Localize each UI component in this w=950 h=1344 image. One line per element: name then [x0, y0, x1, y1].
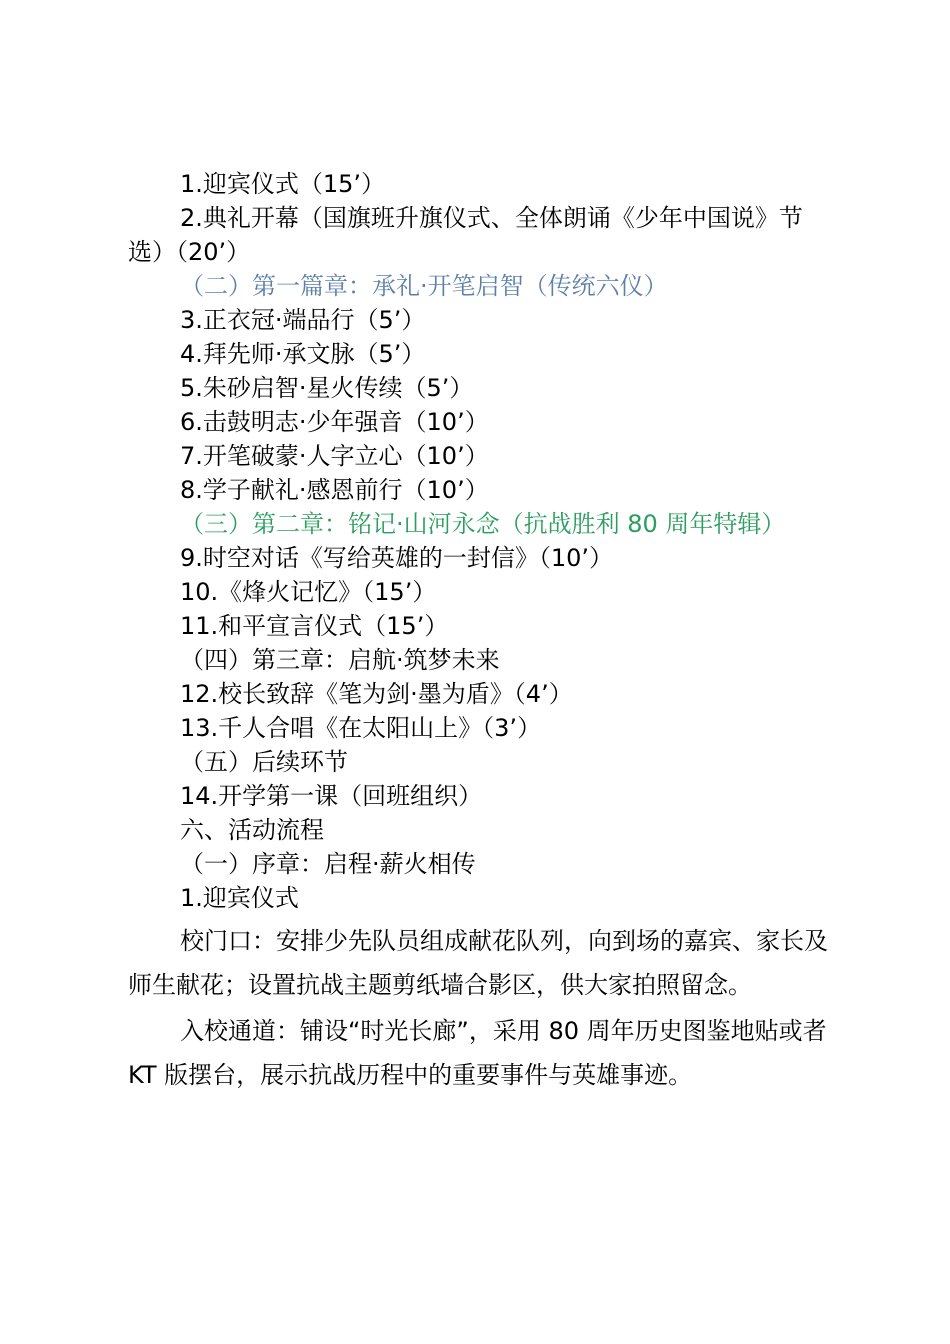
agenda-item-7: 7.开笔破蒙·人字立心（10’） [180, 442, 489, 470]
agenda-item-1: 1.迎宾仪式（15’） [180, 170, 386, 198]
agenda-item-14: 14.开学第一课（回班组织） [180, 782, 483, 810]
agenda-item-3: 3.正衣冠·端品行（5’） [180, 306, 426, 334]
agenda-item-4: 4.拜先师·承文脉（5’） [180, 340, 426, 368]
follow-up-heading: （五）后续环节 [180, 748, 348, 776]
school-gate-paragraph: 校门口：安排少先队员组成献花队列，向到场的嘉宾、家长及师生献花；设置抗战主题剪纸墙合影区，供大家拍照留念。 [128, 927, 828, 999]
document-body [128, 167, 838, 1097]
agenda-item-11: 11.和平宣言仪式（15’） [180, 612, 449, 640]
chapter-two-heading: （三）第二章：铭记·山河永念（抗战胜利 80 周年特辑） [180, 510, 786, 538]
agenda-item-8: 8.学子献礼·感恩前行（10’） [180, 476, 489, 504]
agenda-item-13: 13.千人合唱《在太阳山上》（3’） [180, 714, 542, 742]
agenda-item-12: 12.校长致辞《笔为剑·墨为盾》（4’） [180, 680, 573, 708]
prologue-heading: （一）序章：启程·薪火相传 [180, 850, 476, 878]
chapter-three-heading: （四）第三章：启航·筑梦未来 [180, 646, 500, 674]
section-six-heading: 六、活动流程 [180, 816, 324, 844]
entrance-corridor-paragraph: 入校通道：铺设“时光长廊”，采用 80 周年历史图鉴地贴或者 KT 版摆台，展示抗战历程中的重要事件与英雄事迹。 [128, 1017, 827, 1089]
welcome-ceremony-heading: 1.迎宾仪式 [180, 884, 299, 912]
agenda-item-10: 10.《烽火记忆》（15’） [180, 578, 437, 606]
agenda-item-6: 6.击鼓明志·少年强音（10’） [180, 408, 489, 436]
agenda-item-5: 5.朱砂启智·星火传续（5’） [180, 374, 474, 402]
agenda-item-9: 9.时空对话《写给英雄的一封信》（10’） [180, 544, 614, 572]
agenda-item-2: 2.典礼开幕（国旗班升旗仪式、全体朗诵《少年中国说》节选）（20’） [128, 204, 803, 266]
chapter-one-heading: （二）第一篇章：承礼·开笔启智（传统六仪） [180, 272, 668, 300]
